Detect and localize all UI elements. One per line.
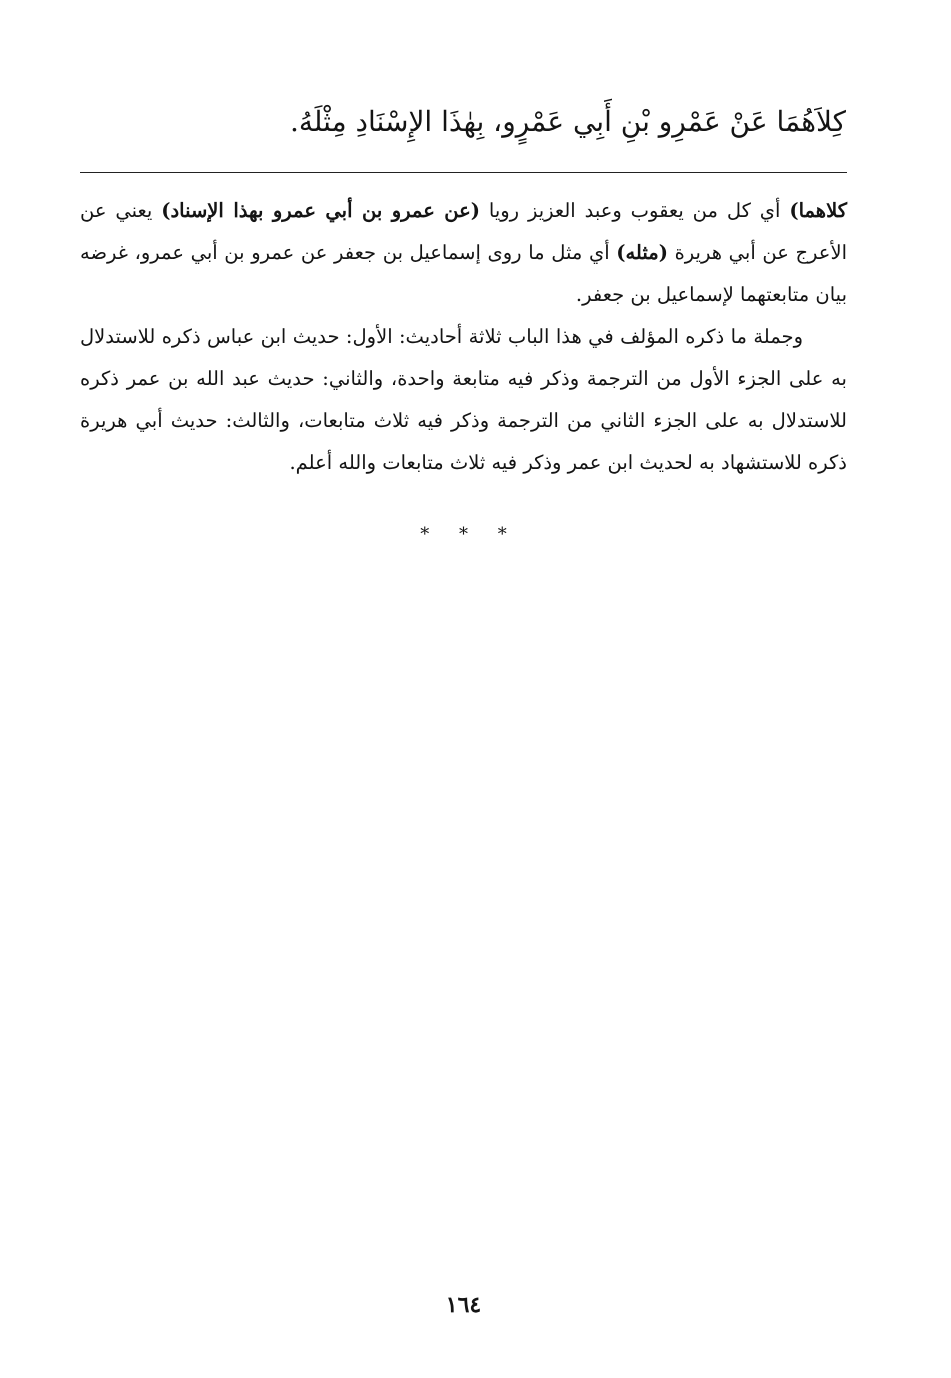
commentary-term: (مثله) — [616, 241, 668, 264]
commentary-paragraph-2: وجملة ما ذكره المؤلف في هذا الباب ثلاثة أحاديث: الأول: حديث ابن عباس ذكره للاستدلال به على الجزء الأول من الترجمة وذكر فيه متابعة واحدة، والثاني: حديث عبد الله بن عمر ذكره للاستدلال به على الجزء الثاني من الترجمة وذكر فيه ثلاث متابعات، والثالث: حديث أبي هريرة ذكره للاستشهاد به لحديث ابن عمر وذكر فيه ثلاث متابعات والله أعلم. — [80, 325, 847, 474]
commentary-block — [80, 190, 847, 484]
commentary-text: أي كل من يعقوب وعبد العزيز رويا — [480, 199, 790, 222]
commentary-text: يعني عن الأعرج عن أبي هريرة — [80, 199, 847, 264]
hadith-text: كِلاَهُمَا عَنْ عَمْرِو بْنِ أَبِي عَمْرٍو، بِهٰذَا الإِسْنَادِ مِثْلَهُ. — [290, 105, 846, 138]
separator-star: * — [497, 524, 507, 545]
section-separator — [0, 524, 927, 545]
commentary-paragraph-1 — [80, 190, 847, 316]
commentary-text: أي مثل ما روى إسماعيل بن جعفر عن عمرو بن أبي عمرو، غرضه بيان متابعتهما لإسماعيل بن جعفر. — [80, 241, 847, 306]
separator-star: * — [459, 524, 468, 545]
separator-star: * — [420, 524, 430, 545]
page-number: ١٦٤ — [445, 1292, 482, 1318]
commentary-term: (عن عمرو بن أبي عمرو بهذا الإسناد) — [161, 199, 481, 222]
commentary-term: كلاهما) — [789, 199, 847, 222]
footnote-divider — [80, 172, 847, 173]
